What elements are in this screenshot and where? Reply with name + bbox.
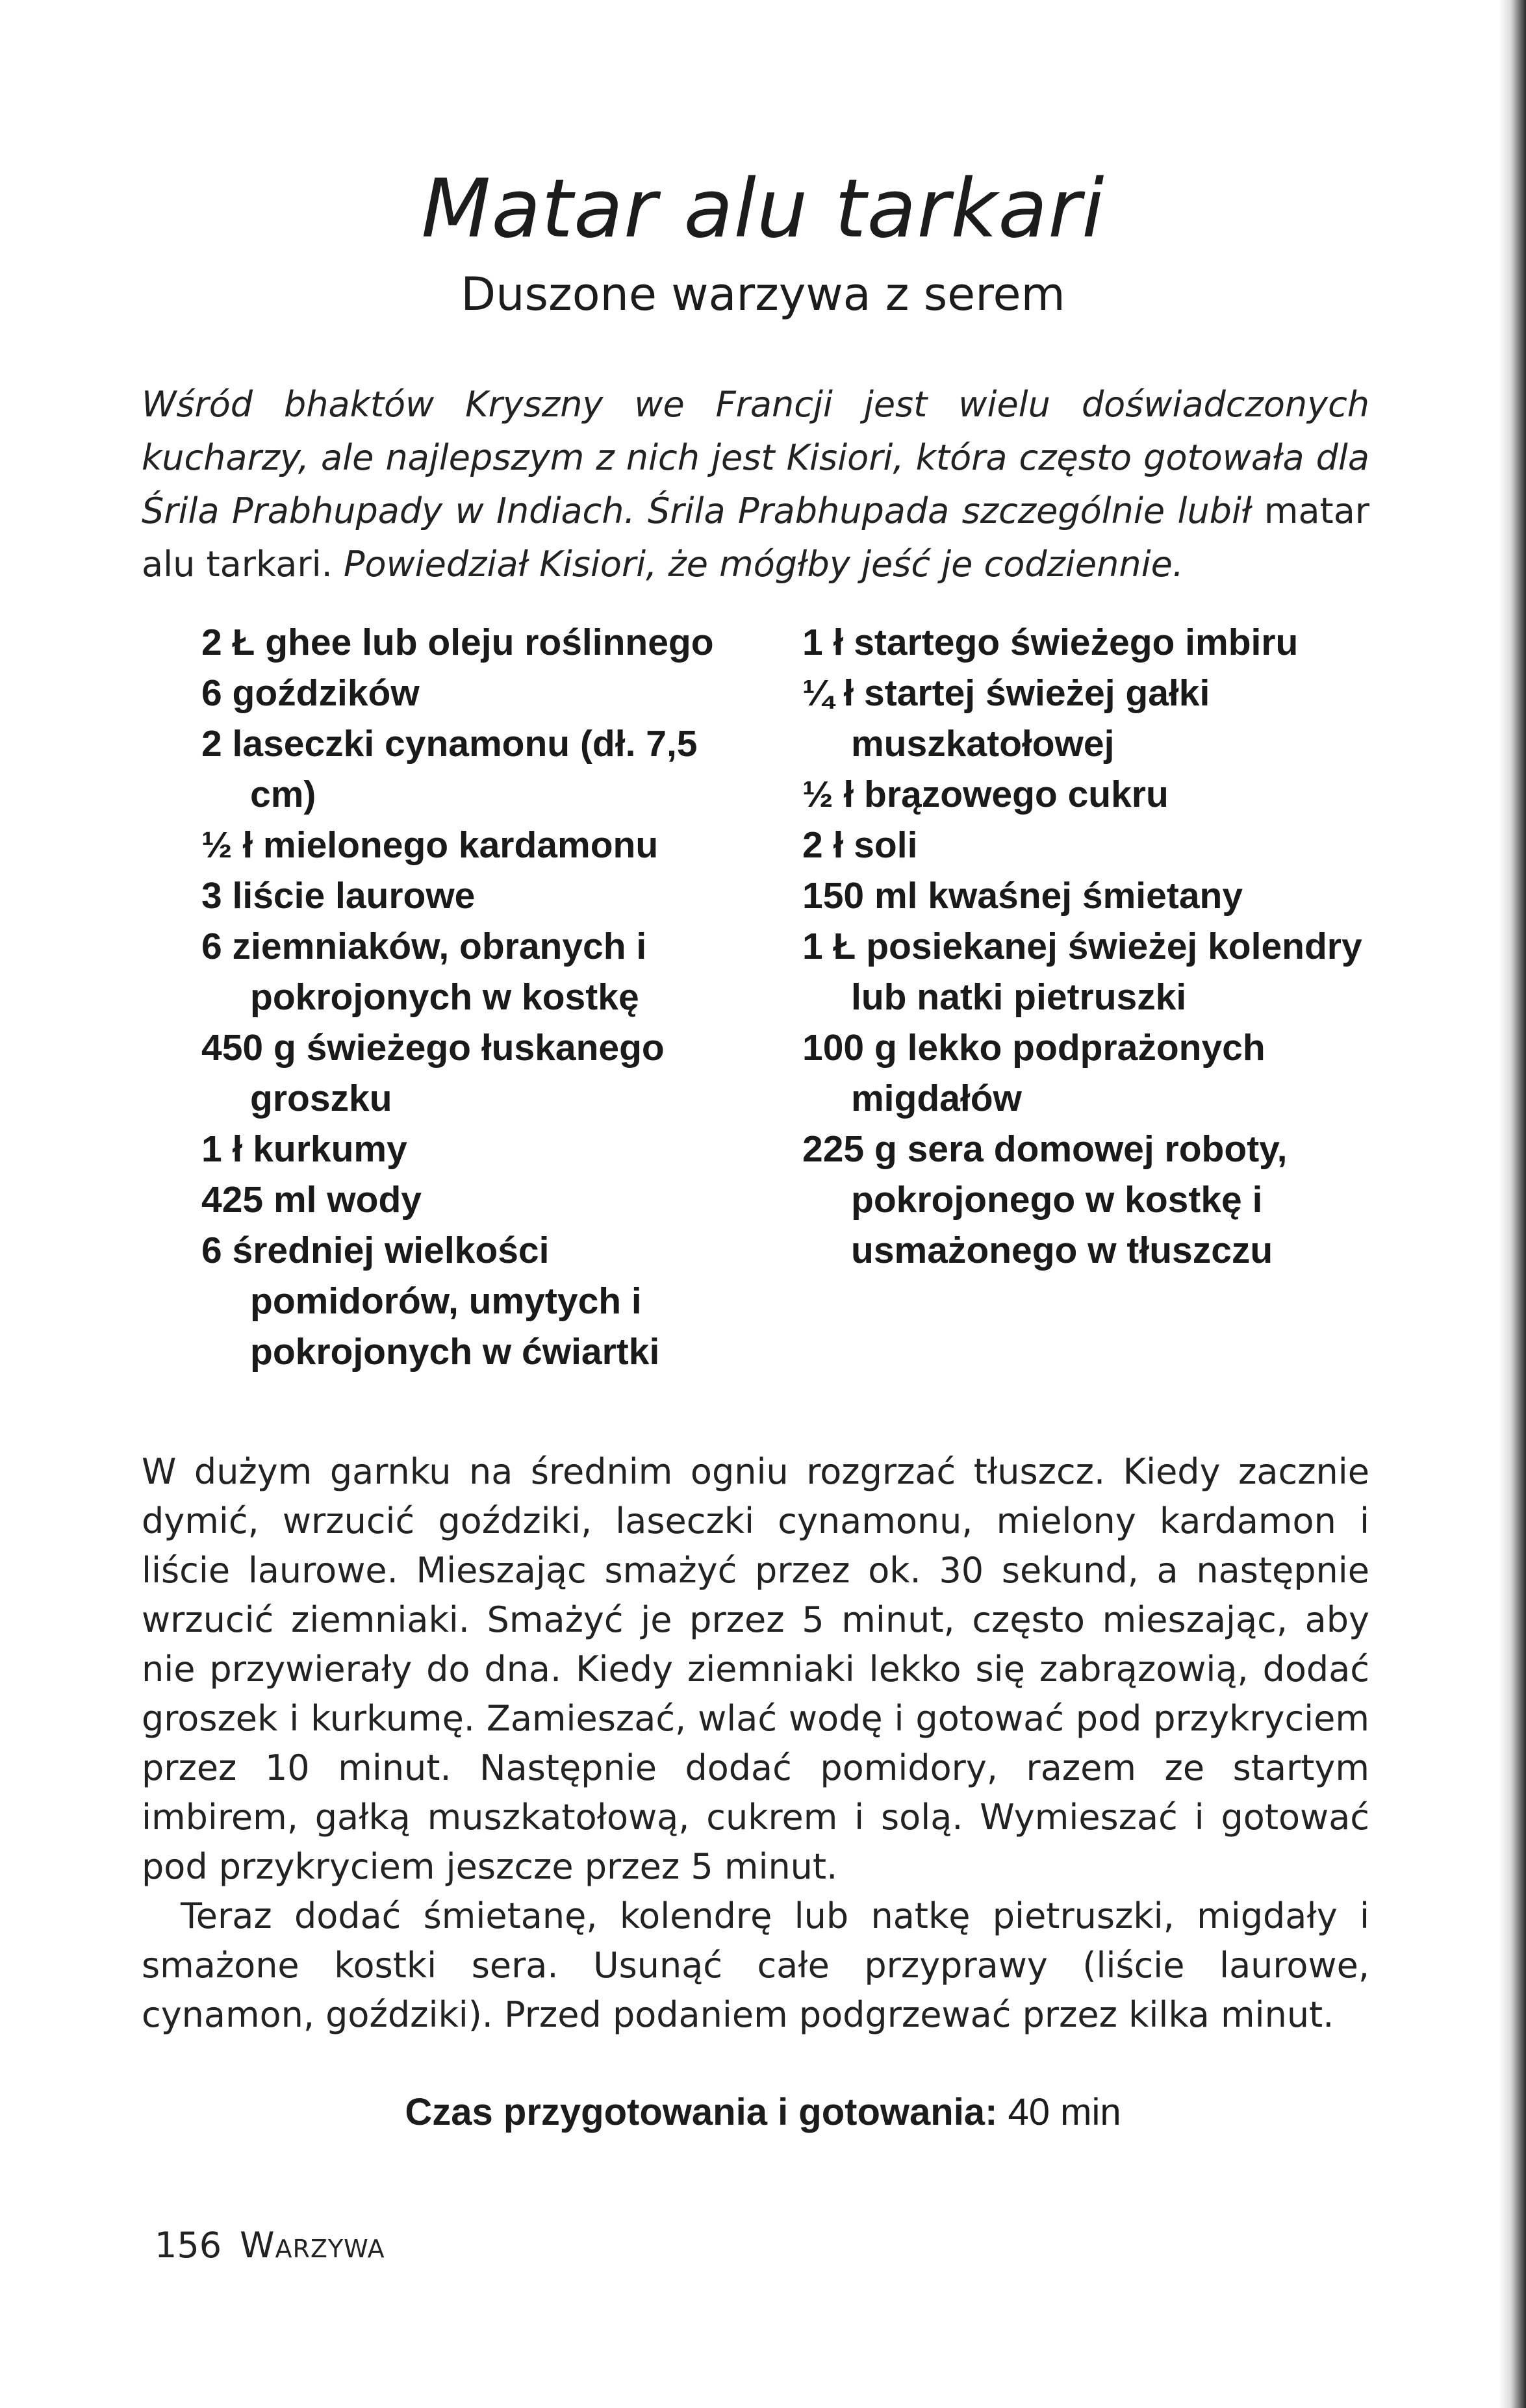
section-name: Warzywa [240, 2225, 385, 2266]
prep-time [0, 2090, 1526, 2134]
ingredient-item: 225 g sera domowej roboty, pokrojonego w kostkę i usmażonego w tłuszczu [802, 1128, 1288, 1271]
intro-text-italic: Wśród bhaktów Kryszny we Francji jest wielu doświadczonych kucharzy, ale najlepszym z nich jest Kisiori, która często gotowała dla Śrila Prabhupady w Indiach. Śrila Prabhupada szczególnie lubił [142, 384, 1369, 531]
page-number: 156 [155, 2225, 222, 2266]
recipe-title: Matar alu tarkari [421, 162, 1105, 256]
ingredient-item: ½ ł mielonego kardamonu [201, 824, 659, 866]
ingredient-item: 100 g lekko podprażonych migdałów [802, 1027, 1265, 1119]
ingredient-item: 1 ł startego świeżego imbiru [802, 622, 1299, 663]
recipe-intro [142, 378, 1369, 591]
ingredient-item: 6 średniej wielkości pomidorów, umytych i pokrojonych w ćwiartki [201, 1230, 660, 1373]
ingredient-item: 3 liście laurowe [201, 875, 476, 917]
method-paragraph: W dużym garnku na średnim ogniu rozgrzać tłuszcz. Kiedy zacznie dymić, wrzucić goździki, laseczki cynamonu, mielony kardamon i liście laurowe. Mieszając smażyć przez ok. 30 sekund, a następnie wrzucić ziemniaki. Smażyć je przez 5 minut, często mieszając, aby nie przywierały do dna. Kiedy ziemniaki lekko się zabrązowią, dodać groszek i kurkumę. Zamieszać, wlać wodę i gotować pod przykryciem przez 10 minut. Następnie dodać pomidory, razem ze startym imbirem, gałką muszkatołową, cukrem i solą. Wymieszać i gotować pod przykryciem jeszcze przez 5 minut. [142, 1451, 1369, 1887]
ingredient-item: 6 goździków [201, 672, 420, 714]
ingredient-item: 6 ziemniaków, obranych i pokrojonych w kostkę [201, 926, 647, 1018]
ingredients-list-left [201, 617, 721, 1377]
ingredient-item: ½ ł brązowego cukru [802, 774, 1169, 815]
ingredient-item: 425 ml wody [201, 1179, 422, 1221]
intro-text-italic-end: Powiedział Kisiori, że mógłby jeść je codziennie. [332, 544, 1184, 585]
ingredient-item: 150 ml kwaśnej śmietany [802, 875, 1243, 917]
ingredient-item: 1 Ł posiekanej świeżej kolendry lub natki pietruszki [802, 926, 1362, 1018]
page-footer [155, 2225, 385, 2266]
recipe-subtitle: Duszone warzywa z serem [461, 268, 1065, 321]
method-section [142, 1447, 1369, 2040]
ingredient-item: ¼ ł startej świeżej gałki muszkatołowej [802, 672, 1210, 765]
ingredient-item: 2 Ł ghee lub oleju roślinnego [201, 622, 714, 663]
ingredients-list-right [802, 617, 1374, 1276]
ingredient-item: 1 ł kurkumy [201, 1128, 407, 1170]
prep-time-value: 40 min [997, 2091, 1121, 2133]
intro-text-plain: matar alu tarkari. [142, 490, 1370, 585]
ingredient-item: 2 laseczki cynamonu (dł. 7,5 cm) [201, 723, 698, 815]
page-edge-shadow [1499, 0, 1526, 2408]
method-paragraph: Teraz dodać śmietanę, kolendrę lub natkę pietruszki, migdały i smażone kostki sera. Usunąć całe przyprawy (liście laurowe, cynamon, goździki). Przed podaniem podgrzewać przez kilka minut. [142, 1895, 1369, 2035]
ingredient-item: 450 g świeżego łuskanego groszku [201, 1027, 665, 1119]
ingredient-item: 2 ł soli [802, 824, 918, 866]
prep-time-label: Czas przygotowania i gotowania: [405, 2091, 998, 2133]
